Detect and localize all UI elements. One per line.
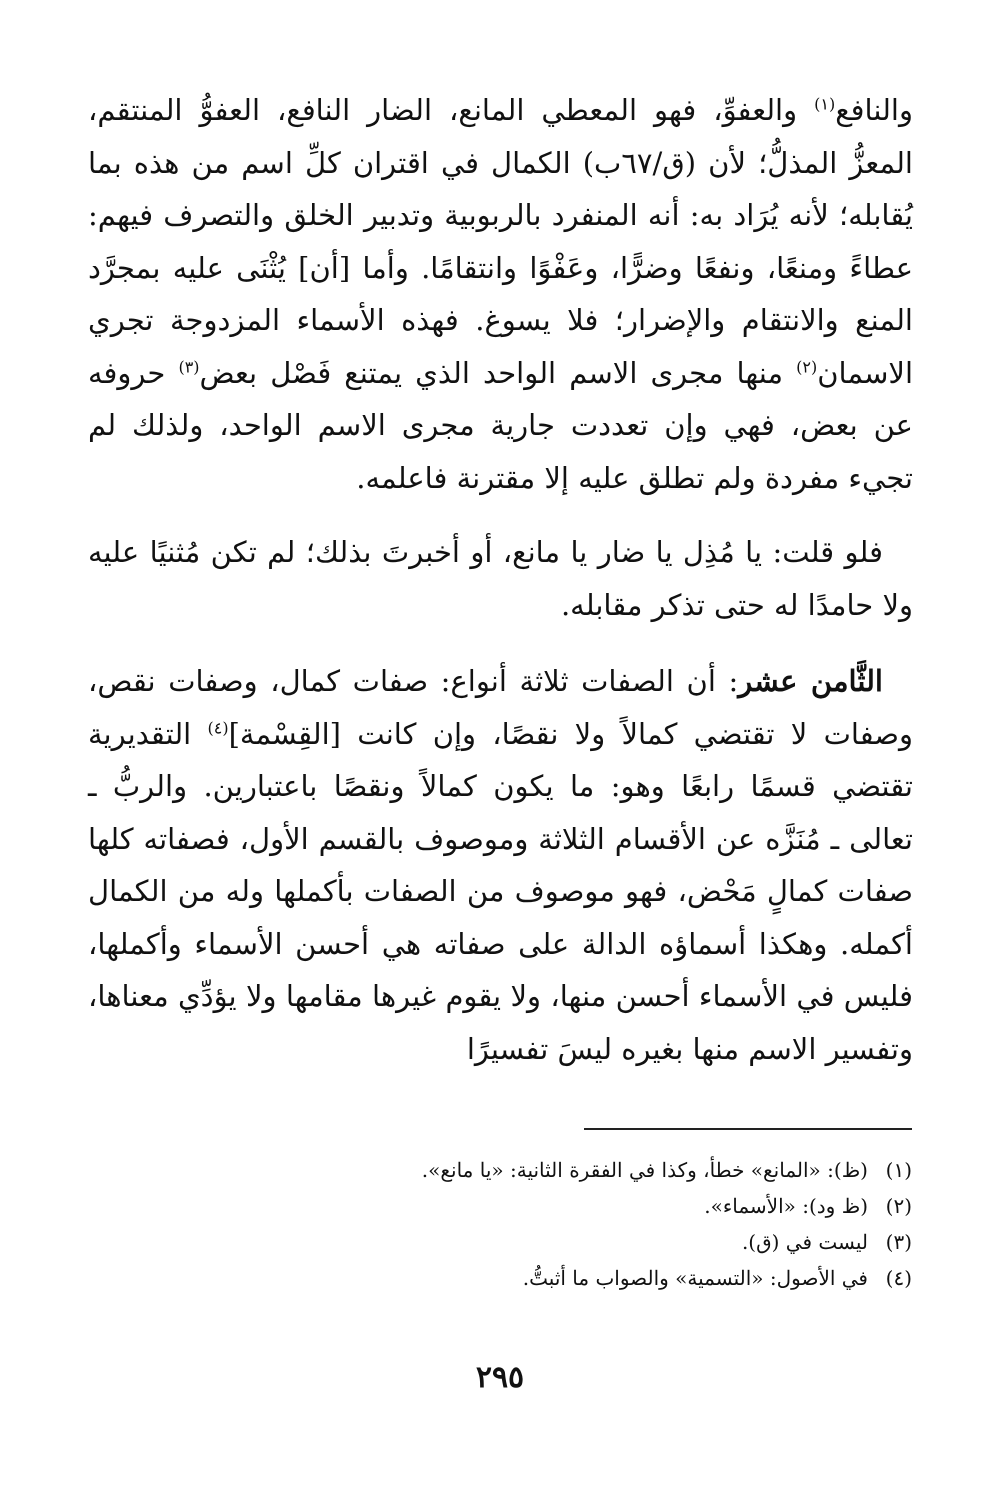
footnote-number: (٢) [885,1194,912,1218]
text-run: حروفه عن بعض، فهي وإن تعددت جارية مجرى الاسم الواحد، ولذلك لم تجيء مفردة ولم تطلق عليه إلا مقترنة فاعلمه. [88,355,913,495]
section-lead: الثَّامن عشر [738,664,883,698]
footnote-text: في الأصول: «التسمية» والصواب ما أثبتُّ. [522,1266,868,1290]
footnote-ref-4: (٤) [207,717,229,737]
paragraph-3 [88,655,913,1075]
footnote-text: ليست في (ق). [741,1230,868,1254]
text-run: التقديرية تقتضي قسمًا رابعًا وهو: ما يكون كمالاً ونقصًا باعتبارين. والربُّ ـ تعالى ـ مُنَزَّه عن الأقسام الثلاثة وموصوف بالقسم الأول، فصفاته كلها صفات كمالٍ مَحْض، فهو موصوف من الصفات بأكملها وله من الكمال أكمله. وهكذا أسماؤه الدالة على صفاته هي أحسن الأسماء وأكملها، فليس في الأسماء أحسن منها، ولا يقوم غيرها مقامها ولا يؤدِّي معناها، وتفسير الاسم منها بغيره ليسَ تفسيرًا [88,716,913,1066]
text-run: منها مجرى الاسم الواحد الذي يمتنع فَصْل بعض [199,355,797,390]
footnote-text: (ظ ود): «الأسماء». [704,1194,868,1218]
text-run: : أن الصفات ثلاثة أنواع: صفات كمال، وصفات نقص، وصفات لا تقتضي كمالاً ولا نقصًا، وإن كانت [القِسْمة] [88,664,913,751]
footnote-ref-1: (١) [814,94,836,114]
text-run: والنافع [835,93,913,127]
page-number: ٢٩٥ [475,1360,525,1395]
paragraph-2: فلو قلت: يا مُذِل يا ضار يا مانع، أو أخبرتَ بذلك؛ لم تكن مُثنيًا عليه ولا حامدًا له حتى تذكر مقابله. [88,535,913,622]
footnotes [87,1152,912,1296]
main-text [88,84,913,1075]
footnote-1 [87,1152,912,1188]
footnote-ref-3: (٣) [178,356,200,376]
footnote-number: (١) [885,1158,912,1182]
footnote-2 [87,1188,912,1224]
footnote-number: (٣) [885,1230,912,1254]
footnote-number: (٤) [885,1266,912,1290]
paragraph-1 [88,84,913,504]
footnote-3 [87,1224,912,1260]
footnote-separator [584,1128,912,1130]
footnote-ref-2: (٢) [796,356,818,376]
text-run: والعفوِّ، فهو المعطي المانع، الضار النافع، العفوُّ المنتقم، المعزُّ المذلُّ؛ لأن (ق/٦٧ب) الكمال في اقتران كلِّ اسم من هذه بما يُقابله؛ لأنه يُرَاد به: أنه المنفرد بالربوبية وتدبير الخلق والتصرف فيهم: عطاءً ومنعًا، ونفعًا وضرًّا، وعَفْوًا وانتقامًا. وأما [أن] يُثْنَى عليه بمجرَّد المنع والانتقام والإضرار؛ فلا يسوغ. فهذه الأسماء المزدوجة تجري الاسمان [88,93,913,390]
footnote-text: (ظ): «المانع» خطأ، وكذا في الفقرة الثانية: «يا مانع». [421,1158,868,1182]
footnote-4 [87,1260,912,1296]
